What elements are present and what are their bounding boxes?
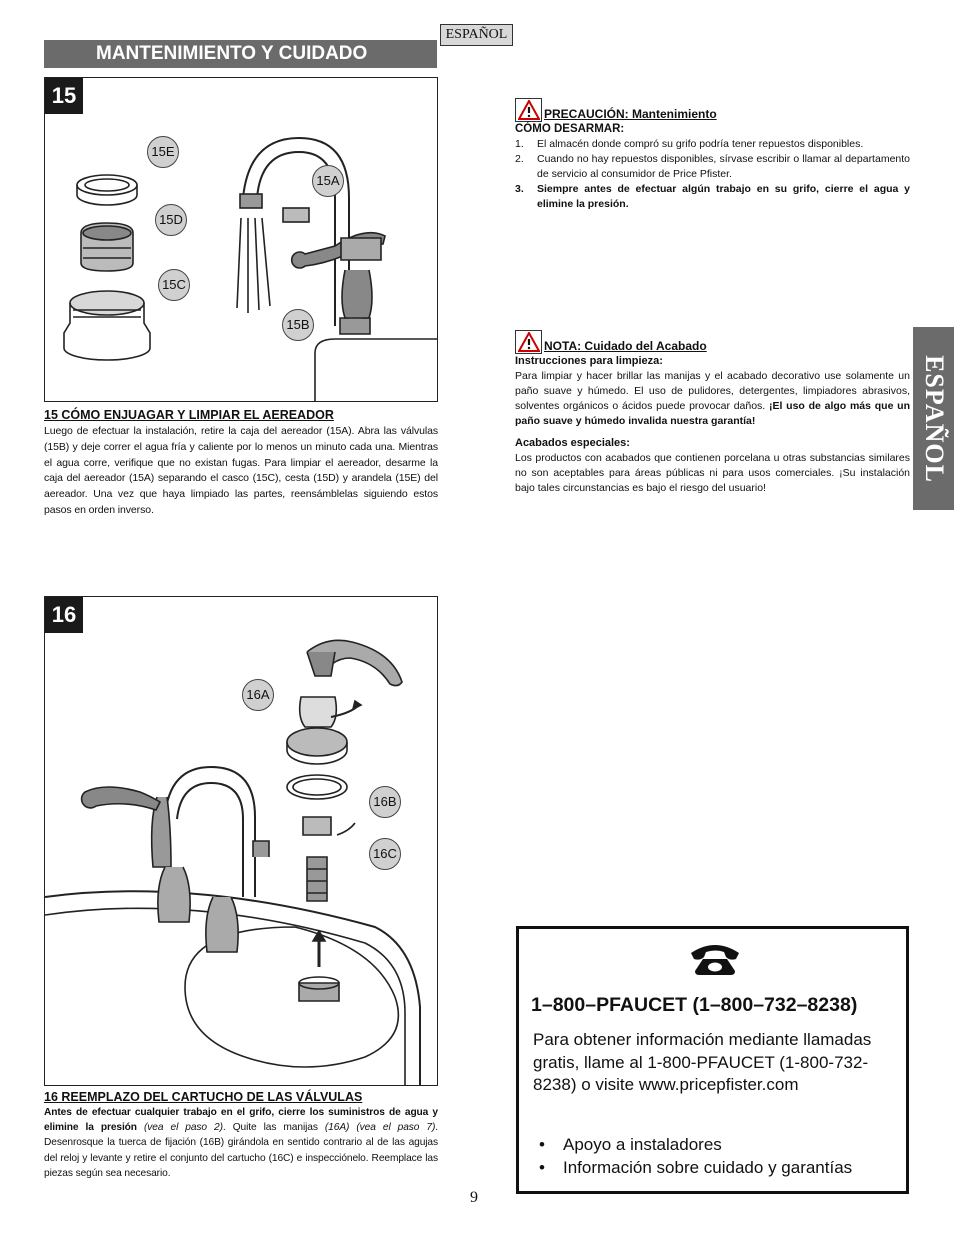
page-number: 9: [470, 1189, 478, 1206]
figure-15-number: 15: [45, 78, 83, 114]
finish-note-title: NOTA: Cuidado del Acabado: [544, 339, 707, 353]
phone-number: 1–800–PFAUCET (1–800–732–8238): [531, 994, 858, 1016]
figure-16-number: 16: [45, 597, 83, 633]
contact-text: Para obtener información mediante llamadas gratis, llame al 1-800-PFAUCET (1-800-732-8238) o visite www.pricepfister.com: [533, 1030, 872, 1094]
callout-16a: 16A: [242, 679, 274, 711]
contact-box: [516, 926, 909, 1194]
language-tag: ESPAÑOL: [440, 24, 513, 46]
step-16-bold-lead: Antes de efectuar cualquier trabajo en el grifo, cierre los suministros de agua y elimine la presión: [44, 1107, 438, 1134]
caution-subtitle: CÓMO DESARMAR:: [515, 123, 625, 135]
list-item: 3. Siempre antes de efectuar algún trabajo en su grifo, cierre el agua y elimine la presión.: [515, 183, 910, 210]
step-15-text: Luego de efectuar la instalación, retire la caja del aereador (15A). Abra las válvulas (15B) y deje correr el agua fría y caliente por lo menos un minuto cada una. Mientras el agua corre, verifique que no existan fugas. Para limpiar el aereador, desarme la caja del aereador (15A) separando el casco (15C), cesta (15D) y arandela (15E) del aereador. Una vez que haya limpiado las partes, reensámblelas siguiendo estos pasos en orden inverso.: [44, 425, 438, 516]
special-text: Los productos con acabados que contienen porcelana u otras substancias similares no son aceptables para áreas públicas ni para usos comerciales. ¡Su instalación bajo tales circunstancias es bajo el riesgo del usuario!: [515, 452, 910, 494]
cleaning-heading: Instrucciones para limpieza:: [515, 355, 663, 367]
callout-15c: 15C: [158, 269, 190, 301]
contact-bullets: [539, 1133, 852, 1179]
step-16-title: 16 REEMPLAZO DEL CARTUCHO DE LAS VÁLVULAS: [44, 1090, 363, 1104]
callout-15e: 15E: [147, 136, 179, 168]
cleaning-text: Para limpiar y hacer brillar las manijas y el acabado decorativo use solamente un paño suave y húmedo. El uso de pulidores, detergentes, limpiadores abrasivos, solventes orgánicos o ácidos puede provocar daños. ¡El uso de algo más que un paño suave y húmedo invalida nuestra garantía!: [515, 370, 911, 427]
section-title: MANTENIMIENTO Y CUIDADO: [44, 40, 437, 68]
list-item: • Apoyo a instaladores: [539, 1133, 852, 1156]
callout-15d: 15D: [155, 204, 187, 236]
warning-icon: [515, 98, 542, 122]
telephone-icon: [689, 941, 741, 977]
callout-15a: 15A: [312, 165, 344, 197]
caution-title: PRECAUCIÓN: Mantenimiento: [544, 107, 717, 121]
special-heading: Acabados especiales:: [515, 437, 630, 449]
warning-icon: [515, 330, 542, 354]
step-16-text: [44, 1105, 438, 1181]
caution-note: [515, 98, 910, 212]
figure-16: [44, 596, 438, 1086]
step-16-ref2: (16A): [324, 1122, 350, 1134]
step-16-text3: . Desenrosque la tuerca de fijación (16B) girándola en sentido contrario al de las agujas del reloj y levante y retire el conjunto del cartucho (16C) e inspecciónelo. Reemplace las piezas según sea necesario.: [44, 1122, 439, 1179]
callout-15b: 15B: [282, 309, 314, 341]
figure-15: [44, 77, 438, 402]
step-16-ref3: (vea el paso 7): [356, 1122, 436, 1134]
caution-list: [515, 137, 910, 212]
step-16-ref1: (vea el paso 2): [144, 1122, 223, 1134]
list-item: 2. Cuando no hay repuestos disponibles, sírvase escribir o llamar al departamento de servicio al consumidor de Price Pfister.: [515, 153, 910, 180]
list-item: • Información sobre cuidado y garantías: [539, 1156, 852, 1179]
finish-care-note: [515, 330, 910, 496]
step-15-title: 15 CÓMO ENJUAGAR Y LIMPIAR EL AEREADOR: [44, 408, 334, 422]
callout-16c: 16C: [369, 838, 401, 870]
language-side-tab: ESPAÑOL: [913, 327, 954, 510]
list-item: 1. El almacén donde compró su grifo podría tener repuestos disponibles.: [515, 138, 864, 150]
callout-16b: 16B: [369, 786, 401, 818]
aerator-illustration: [45, 78, 438, 402]
step-16-text1: . Quite las manijas: [222, 1122, 325, 1134]
